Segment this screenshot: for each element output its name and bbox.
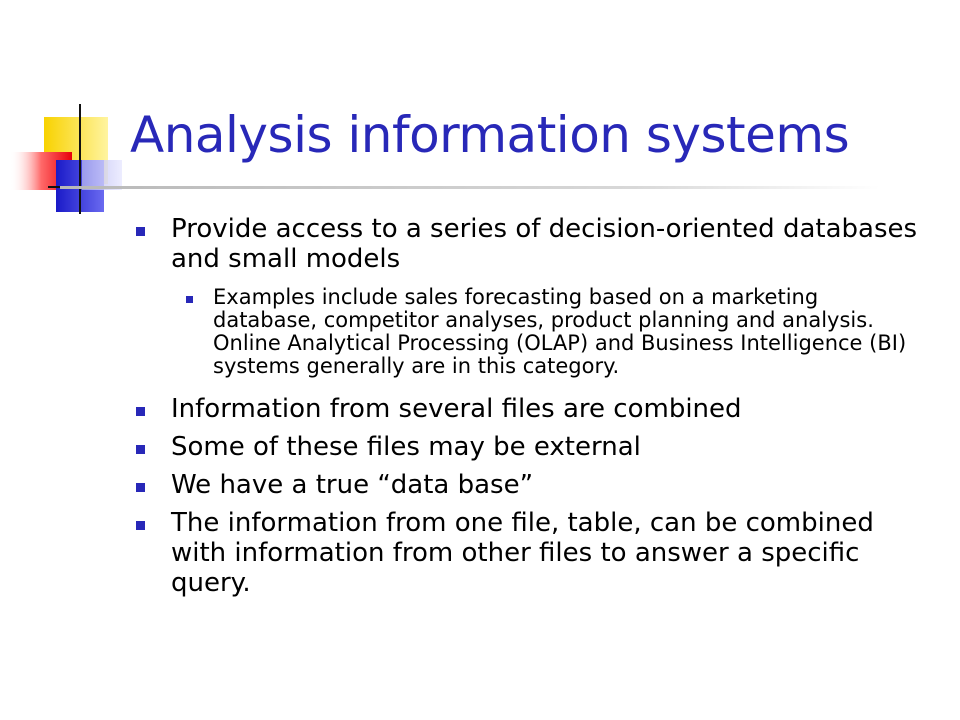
slide-title: Analysis information systems bbox=[130, 106, 850, 164]
bullet-text: Information from several files are combined bbox=[171, 394, 742, 424]
bullet-text: Provide access to a series of decision-oriented databases and small models bbox=[171, 214, 918, 274]
sub-bullet-text: Examples include sales forecasting based on a marketing database, competitor analyses, product planning and analysis. Online Analytical Processing (OLAP) and Business Intelligence (BI) systems generally are in this category. bbox=[213, 285, 907, 378]
bullet-text: Some of these files may be external bbox=[171, 432, 641, 462]
bullet-item bbox=[171, 508, 931, 598]
square-bullet-icon bbox=[136, 445, 145, 454]
square-bullet-icon bbox=[186, 296, 193, 303]
bullet-item bbox=[171, 214, 931, 274]
bullet-item bbox=[171, 470, 931, 500]
square-bullet-icon bbox=[136, 521, 145, 530]
square-bullet-icon bbox=[136, 407, 145, 416]
square-bullet-icon bbox=[136, 227, 145, 236]
bullet-text: The information from one file, table, can be combined with information from other files to answer a specific query. bbox=[171, 508, 874, 598]
bullet-text: We have a true “data base” bbox=[171, 470, 534, 500]
sub-bullet-item bbox=[213, 286, 913, 378]
bullet-item bbox=[171, 432, 931, 462]
square-bullet-icon bbox=[136, 483, 145, 492]
bullet-item bbox=[171, 394, 931, 424]
